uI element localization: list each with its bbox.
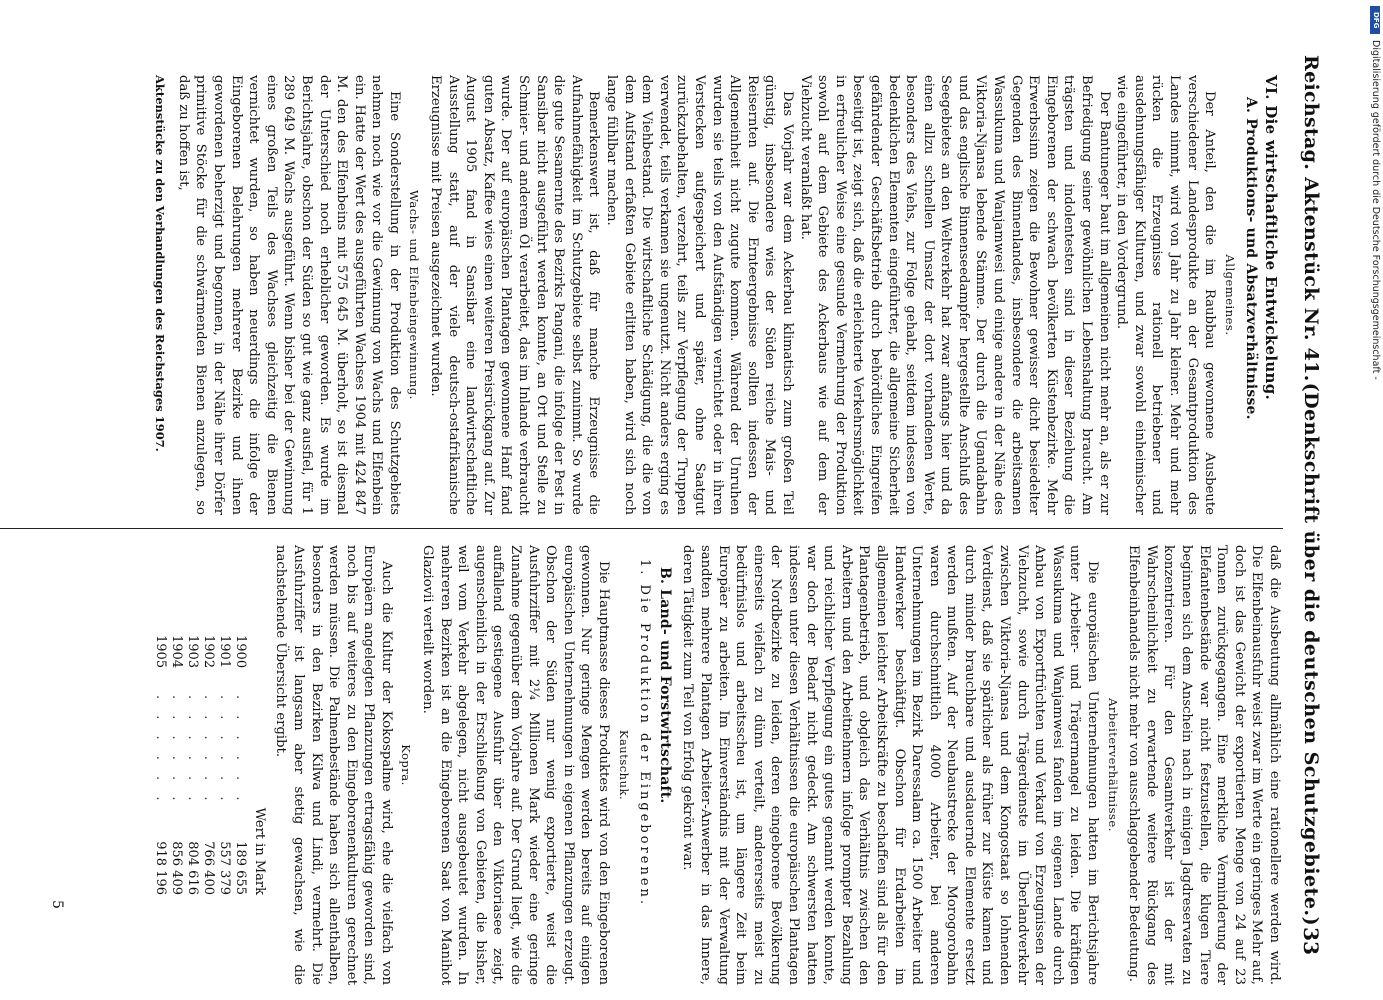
leader-dots: . . . . . . [185,695,201,807]
caption-arbeiter: Arbeiterverhältnisse. [1105,698,1120,832]
year-cell: 1901 [217,635,233,669]
table-row [184,635,200,895]
caption-allgemeines: Allgemeines. [1222,254,1237,336]
caption-kautschuk: Kautschuk. [616,729,631,801]
paragraph: Die Hauptmasse dieses Produktes wird von den Eingeborenen gewonnen. Nur geringe Mengen werden bereits auf einigen europäischen Unternehmungen in eigenen Pflanzungen erzeugt. Obschon der Süden nur wenig exportierte, weist die Ausfuhrziffer mit 2¼ Millionen Mark wieder eine geringe Zunahme gegenüber dem Vorjahre auf. Der Grund liegt, wie die auffallend gestiegene Ausfuhr über den Viktoriasee zeigt, augenscheinlich in der Erschließung von Gebieten, die bisher, weil vom Verkehr abgelegen, nicht ausgebeutet wurden. In mehreren Bezirken ist an die Eingeborenen Saat von Manihot Glaziovii verteilt worden. [420,545,612,985]
table-row [216,635,232,895]
leader-dots: . . . . . . [153,695,169,807]
paragraph: Das Vorjahr war dem Ackerbau klimatisch zum großen Teil günstig, insbesondere wies der Süden reiche Mais- und Reisernten auf. Die Ernteergebnisse sollten indessen der Allgemeinheit nicht zugute kommen. Während der Unruhen wurden sie teils von den Aufständigen vernichtet oder in ihren Verstecken aufgespeichert und später, ohne Saatgut zurückzubehalten, verzehrt, teils zur Verpflegung der Truppen verwendet, teils verkamen sie ungenutzt. Nicht anders erging es dem Viehbestand. Die wirtschaftliche Schädigung, die die von dem Aufstand erfaßten Gebiete erlitten haben, wird sich noch lange fühlbar machen. [604,75,795,515]
table-row [152,635,168,895]
paragraph: Der Anteil, den die im Raubbau gewonnene Ausbeute verschiedener Landesprodukte an der Gesamtproduktion des Landes nimmt, wird von Jahr zu Jahr kleiner. Mehr und mehr rücken die Erzeugnisse rationell betriebener und ausdehnungsfähiger Kulturen, und zwar sowohl einheimischer wie eingeführter, in den Vordergrund. [1114,75,1218,515]
value-cell: 189 655 [233,841,249,895]
signature-mark: 5 [49,900,65,909]
section-heading-b: B. Land- und Forstwirtschaft. [656,567,673,804]
left-column [151,75,1283,515]
footnote: Aktenstücke zu den Verhandlungen des Reichstages 1907. [153,75,168,452]
caption-wachs: Wachs- und Elfenbeingewinnung. [407,190,422,400]
year-cell: 1900 [233,635,249,669]
paragraph: Bemerkenswert ist, daß für manche Erzeugnisse die Aufnahmefähigkeit im Schutzgebiete selbst zunimmt. So wurde die gute Sesamernte des Bezirks Pangani, die infolge der Pest in Sansibar nicht ausgeführt werden konnte, an Ort und Stelle zu Schmier- und anderem Öl verarbeitet, das im Inlande verbraucht wurde. Der auf europäischen Plantagen gewonnene Hanf fand guten Absatz, Kaffee wies einen weiteren Preisrückgang auf. Zur August 1905 fand in Sansibar eine landwirtschaftliche Ausstellung statt, auf der viele deutsch-ostafrikanische Erzeugnisse mit Preisen ausgezeichnet wurden. [428,75,602,515]
right-column [152,545,1283,985]
paragraph: Auch die Kultur der Kokospalme wird, ehe die vielfach von Europäern angelegten Pflanzungen ertragsfähig geworden sind, noch bis auf weiteres zu den Eingeborenenkulturen gerechnet werden müssen. Die Palmenbestände haben sich allenthalben, besonders in den Bezirken Kilwa und Lindi, vermehrt. Die Ausfuhrziffer ist langsam aber stetig gewachsen, wie die nachstehende Übersicht ergibt. [273,545,394,985]
leader-dots: . . . . . . [233,695,249,807]
year-cell: 1902 [201,635,217,669]
page-header [1291,55,1331,955]
leader-dots: . . . . . . [201,695,217,807]
year-cell: 1905 [153,635,169,669]
paragraph: Eine Sonderstellung in der Produktion des Schutzgebiets nehmen noch wie vor die Gewinnung von Wachs und Elfenbein ein. Hatte der Wert des ausgeführten Wachses 1904 mit 424 847 M. den des Elfenbeins mit 575 645 M. überholt, so ist diesmal der Unterschied noch erheblicher geworden. Es wurde im Berichtsjahre, obschon der Süden so gut wie ganz ausfiel, für 1 289 649 M. Wachs ausgeführt. Wenn bisher bei der Gewinnung eines großen Teils des Wachses gleichzeitig die Bienen vernichtet wurden, so haben neuerdings die infolge der Eingeborenen Belehrungen mehrerer Bezirke und ihnen gewordenen beherzigt und begonnen, in der Nähe ihrer Dörfer primitive Stöcke für die schwärmenden Bienen anzulegen, so daß zu hoffen ist, [175,75,402,515]
leader-dots: . . . . . . [217,695,233,807]
dfg-badge: DFG [1370,6,1380,34]
header-left: Reichstag. Aktenstück Nr. 41. [1300,55,1322,382]
year-cell: 1903 [185,635,201,669]
table-row [200,635,216,895]
value-cell: 804 616 [185,841,201,895]
value-cell: 766 400 [201,841,217,895]
digitization-credit [1365,0,1383,1000]
paragraph: daß die Ausbeutung allmählich eine rationellere werden wird. Die Elfenbeinausfuhr weist zwar im Werte ein geringes Mehr auf, doch ist das Gewicht der exportierten Menge von 24 auf 23 Tonnen zurückgegangen. Eine merkliche Verminderung der Elefantenbestände war nicht festzustellen, die klugen Tiere beginnen sich dem Anschein nach in einigen Jagdreservaten zu konzentrieren. Für den Gesamtverkehr ist der mit Wahrscheinlichkeit zu erwartende weitere Rückgang des Elfenbeinhandels nicht mehr von ausschlaggebender Bedeutung. [1126,545,1282,985]
credit-text: Digitalisierung gefördert durch die Deutsche Forschungsgemeinschaft - [1370,40,1381,380]
table-header: Wert in Mark [251,807,267,895]
page-number: 33 [1299,927,1323,955]
value-cell: 918 196 [153,841,169,895]
value-cell: 557 379 [217,841,233,895]
sub-heading-a: A. Produktions- und Absatzverhältnisse. [1243,97,1260,420]
table-row [232,635,248,895]
header-title: (Denkschrift über die deutschen Schutzgebiete.) [1300,382,1322,927]
caption-kopra: Kopra. [399,744,414,786]
leader-dots: . . . . . . [169,695,185,807]
column-divider [0,528,1283,529]
table-row [168,635,184,895]
paragraph: Die europäischen Unternehmungen hatten im Berichtsjahre unter Arbeiter- und Trägermangel zu leiden. Die kräftigen Wassukuma und Wanjamwesi fanden im eigenen Lande durch Anbau von Exportfrüchten und Verkauf von Erzeugnissen der Viehzucht, sowie durch Trägerdienste im Überlandverkehr zwischen Viktoria-Njansa und dem Kongostaat so lohnenden Verdienst, daß sie spärlicher als früher zur Küste kamen und durch minder brauchbare und ausdauernde Elemente ersetzt werden mußten. Auf der Neubaustrecke der Morogorobahn waren durchschnittlich 4000 Arbeiter, bei anderen Unternehmungen im Bezirk Daressalam ca. 1500 Arbeiter und Handwerker beschäftigt. Obschon für Erdarbeiten im allgemeinen leichter Arbeitskräfte zu beschaffen sind als für den Plantagenbetrieb, und obgleich das Verhältnis zwischen den Arbeitern und den Arbeitnehmern infolge prompter Bezahlung und reichlicher Verpflegung ein gutes genannt werden konnte, war doch der Bedarf nicht gedeckt. Am schwersten hatten indessen unter diesen Verhältnissen die europäischen Plantagen der Nordbezirke zu leiden, deren eingeborene Bevölkerung einerseits vielfach zu dünn verteilt, andererseits meist zu bedürfnislos und arbeitsscheu ist, um längere Zeit beim Europäer zu arbeiten. Im Einverständnis mit der Verwaltung sandten mehrere Plantagen Arbeiter-Anwerber in das Innere, deren Tätigkeit zum Teil von Erfolg gekrönt war. [680,545,1101,985]
value-cell: 856 409 [169,841,185,895]
kopra-export-table [152,635,268,895]
paragraph: Der Bantuneger baut im allgemeinen nicht mehr an, als er zur Befriedigung seiner gewöhnlichen Lebenshaltung braucht. Am trägsten und indolentesten sind in dieser Beziehung die Eingeborenen der schwach bevölkerten Küstenbezirke. Mehr Erwerbssinn zeigen die Bewohner gewisser dicht besiedelter Gegenden des Binnenlandes, insbesondere die arbeitsamen Wassukuma und Wanjamwesi und einige andere in der Nähe des Viktoria-Njansa lebende Stämme. Der durch die Ugandabahn und das englische Binnenseedampfer hergestellte Anschluß des Seegebietes an den Weltverkehr hat zwar anfangs hier und da einen allzu schnellen Umsatz der dort vorhandenen Werte, besonders des Viehs, zur Folge gehabt, seitdem indessen von bedenklichen Elementen eingeführter, die allgemeine Sicherheit gefährdender Geschäftsbetrieb durch behördliches Eingreifen beseitigt ist, zeigt sich, daß die erleichterte Verkehrsmöglichkeit in erfreulicher Weise eine gesunde Vermehrung der Produktion sowohl auf dem Gebiete des Ackerbaus wie auf dem der Viehzucht veranlaßt hat. [797,75,1112,515]
year-cell: 1904 [169,635,185,669]
section-heading-vi: VI. Die wirtschaftliche Entwickelung. [1262,75,1280,401]
sub-heading-1: 1. Die Produktion der Eingeborenen. [637,559,653,908]
